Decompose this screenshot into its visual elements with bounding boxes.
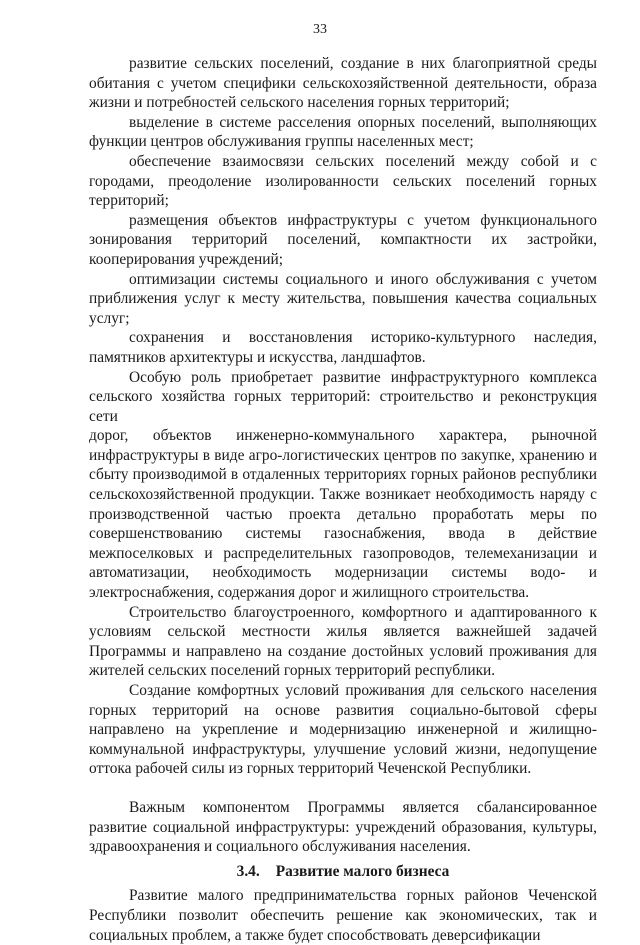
section-heading: [89, 862, 597, 882]
paragraph-line: сельского хозяйства горных территорий: строительство и реконструкция сети: [89, 388, 597, 425]
paragraph-line: Особую роль приобретает развитие инфраструктурного комплекса: [129, 368, 597, 386]
paragraph-social-infrastructure: Важным компонентом Программы является сбалансированное развитие социальной инфраструктуры: учреждений образования, культуры, здравоохранения и социального обслуживания населения.: [89, 798, 597, 856]
paragraph-line: дорог, объектов инженерно-коммунального характера, рыночной: [89, 427, 597, 445]
paragraph-gap: [89, 779, 597, 798]
page-number: 33: [313, 22, 327, 37]
paragraph-heritage-preservation: сохранения и восстановления историко-культурного наследия, памятников архитектуры и искусства, ландшафтов.: [89, 329, 597, 366]
paragraph-line: сбыту производимой в отдаленных территориях горных районов республики: [89, 466, 597, 484]
paragraph-small-business: Развитие малого предпринимательства горных районов Чеченской Республики позволит обеспечить решение как экономических, так и социальных проблем, а также будет способствовать деверсификации: [89, 887, 597, 944]
section-number: 3.4.: [236, 862, 260, 880]
page-body: [89, 54, 597, 945]
paragraph-housing-construction: Строительство благоустроенного, комфортного и адаптированного к условиям сельской местности жилья является важнейшей задачей Программы и направлено на создание достойных условий проживания для жителей сельских поселений горных территорий республики.: [89, 603, 597, 680]
paragraph-line: совершенствованию системы газоснабжения, ввода в действие: [89, 525, 597, 543]
paragraph-infrastructure-complex: [89, 368, 597, 603]
paragraph-comfortable-living: Создание комфортных условий проживания для сельского населения горных территорий на основе развития социально-бытовой сферы направлено на укрепление и модернизацию инженерной и жилищно-коммунальной инфраструктуры, улучшение условий жизни, недопущение оттока рабочей силы из горных территорий Чеченской Республики.: [89, 682, 597, 778]
paragraph-service-optimization: оптимизации системы социального и иного обслуживания с учетом приближения услуг к месту жительства, повышения качества социальных услуг;: [89, 270, 597, 327]
paragraph-settlement-links: обеспечение взаимосвязи сельских поселений между собой и с городами, преодоление изолированности сельских поселений горных территорий;: [89, 152, 597, 210]
paragraph-line: производственной частью проекта детально проработать меры по: [89, 505, 597, 523]
paragraph-line: инфраструктуры в виде агро-логистических центров по закупке, хранению и: [89, 446, 597, 464]
paragraph-rural-development: развитие сельских поселений, создание в них благоприятной среды обитания с учетом специфики сельскохозяйственной деятельности, образа жизни и потребностей сельского населения горных территорий;: [89, 55, 597, 112]
section-title: Развитие малого бизнеса: [275, 862, 450, 880]
paragraph-line: сельскохозяйственной продукции. Также возникает необходимость наряду с: [89, 486, 597, 504]
paragraph-continuation: межпоселковых и распределительных газопроводов, телемеханизации и автоматизации, необходимость модернизации системы водо- и электроснабжения, содержания дорог и жилищного строительства.: [89, 544, 597, 602]
paragraph-support-settlements: выделение в системе расселения опорных поселений, выполняющих функции центров обслуживания группы населенных мест;: [89, 113, 597, 151]
paragraph-infrastructure-placement: размещения объектов инфраструктуры с учетом функционального зонирования территорий поселений, компактности их застройки, кооперирования учреждений;: [89, 211, 597, 268]
